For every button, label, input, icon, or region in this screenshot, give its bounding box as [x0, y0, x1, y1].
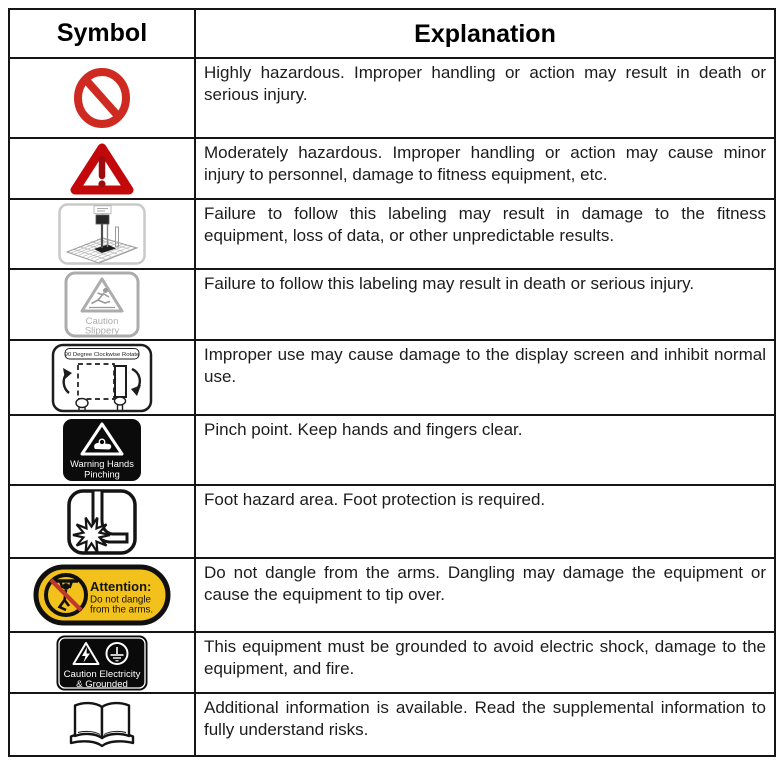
dangle-label-line1: Do not dangle	[90, 594, 152, 606]
table-row	[10, 198, 774, 268]
slippery-label-line1: Caution	[85, 316, 119, 327]
symbol-cell	[10, 139, 196, 198]
symbol-cell	[10, 416, 196, 484]
electricity-grounded-icon	[56, 635, 148, 691]
warning-triangle-icon	[68, 142, 136, 196]
symbol-cell	[10, 694, 196, 755]
open-book-icon	[66, 699, 138, 751]
no-dangle-icon	[33, 564, 171, 626]
table-row	[10, 57, 774, 137]
pinching-label-line1: Warning Hands	[70, 459, 134, 469]
symbol-column-header: Symbol	[10, 10, 196, 57]
caution-slippery-icon	[64, 271, 140, 338]
pinching-label-line2: Pinching	[84, 469, 120, 480]
explanation-text: Pinch point. Keep hands and fingers clear.	[204, 420, 523, 439]
symbol-cell	[10, 341, 196, 414]
symbol-explanation-table	[8, 8, 776, 757]
symbol-cell	[10, 486, 196, 557]
slippery-label-line2: Slippery	[84, 325, 120, 337]
explanation-column-header: Explanation	[414, 19, 556, 48]
equipment-damage-icon	[58, 203, 146, 265]
electricity-label-line1: Caution Electricity	[63, 668, 141, 680]
table-row	[10, 137, 774, 198]
symbol-cell	[10, 59, 196, 137]
explanation-text: Moderately hazardous. Improper handling or action may cause minor injury to personnel, damage to fitness equipment, etc.	[204, 143, 766, 184]
explanation-text: Improper use may cause damage to the display screen and inhibit normal use.	[204, 345, 766, 386]
table-row	[10, 484, 774, 557]
symbol-cell	[10, 270, 196, 339]
foot-hazard-icon	[66, 488, 138, 556]
table-header-row	[10, 10, 774, 57]
explanation-text: Additional information is available. Read the supplemental information to fully understand risks.	[204, 698, 766, 739]
rotate-90-clockwise-icon	[51, 343, 153, 413]
table-row	[10, 631, 774, 692]
hands-pinching-icon	[62, 418, 142, 482]
table-row	[10, 268, 774, 339]
attention-label: Attention:	[90, 579, 152, 594]
explanation-text: Failure to follow this labeling may result in death or serious injury.	[204, 274, 695, 293]
prohibition-icon	[73, 66, 131, 130]
table-row	[10, 557, 774, 631]
electricity-label-line2: & Grounded	[76, 678, 128, 690]
table-row	[10, 339, 774, 414]
explanation-text: Highly hazardous. Improper handling or action may result in death or serious injury.	[204, 63, 766, 104]
rotate-label: 90 Degree Clockwise Rotate	[64, 351, 140, 358]
symbol-cell	[10, 200, 196, 268]
dangle-label-line2: from the arms.	[90, 604, 154, 616]
explanation-text: Foot hazard area. Foot protection is required.	[204, 490, 546, 509]
explanation-text: Do not dangle from the arms. Dangling may damage the equipment or cause the equipment to tip over.	[204, 563, 766, 604]
table-row	[10, 692, 774, 755]
explanation-text: This equipment must be grounded to avoid electric shock, damage to the equipment, and fire.	[204, 637, 766, 678]
explanation-text: Failure to follow this labeling may result in damage to the fitness equipment, loss of data, or other unpredictable results.	[204, 204, 766, 245]
symbol-cell	[10, 633, 196, 692]
symbol-cell	[10, 559, 196, 631]
table-row	[10, 414, 774, 484]
